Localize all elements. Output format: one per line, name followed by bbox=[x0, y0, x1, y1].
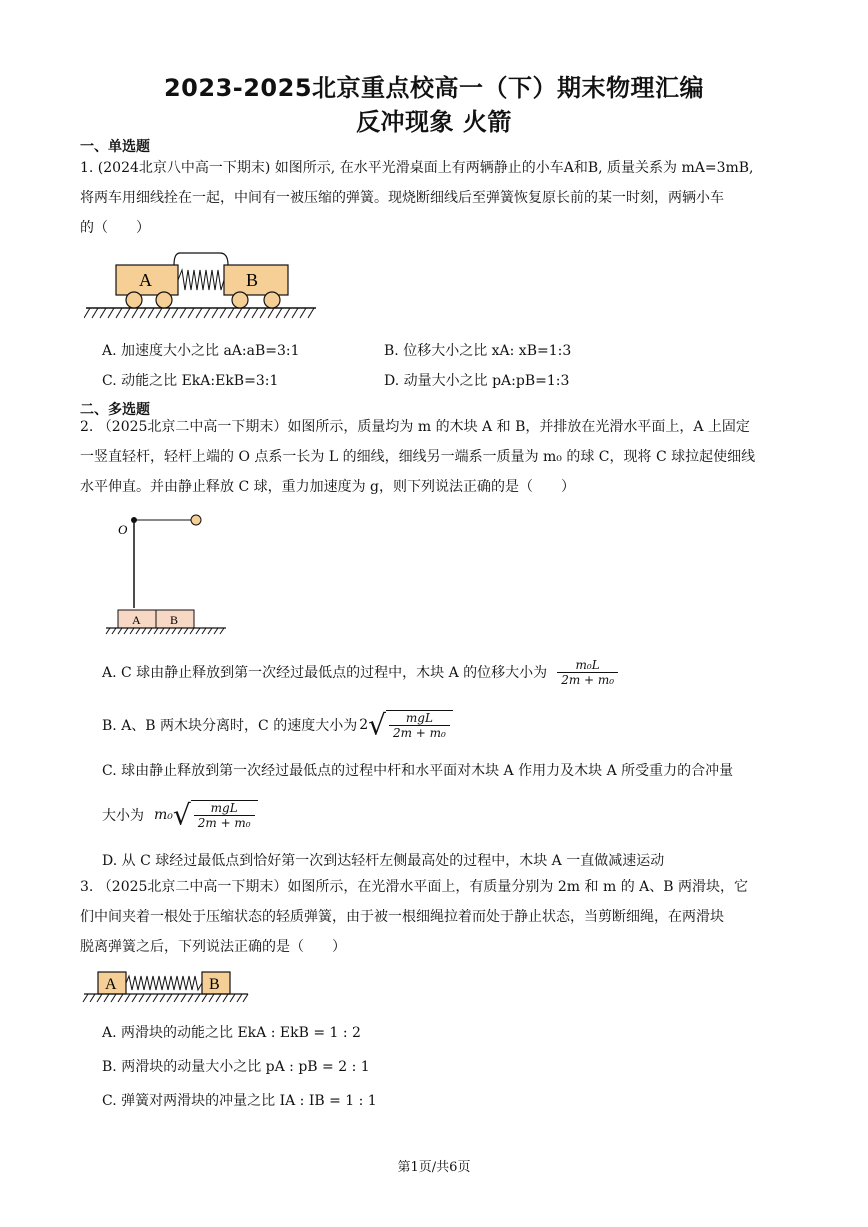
q3-line1: 3. （2025北京二中高一下期末）如图所示，在光滑水平面上，有质量分别为 2m 和 m 的 A、B 两滑块，它 bbox=[80, 879, 748, 895]
q2-option-b bbox=[102, 704, 453, 746]
q2-option-c-line1: C. 球由静止释放到第一次经过最低点的过程中杆和水平面对木块 A 作用力及木块 A 所受重力的合冲量 bbox=[102, 763, 734, 779]
q2-block-a-label: A bbox=[132, 613, 141, 627]
q3-line3: 脱离弹簧之后，下列说法正确的是（ ） bbox=[80, 939, 346, 955]
q3-slider-b-label: B bbox=[209, 976, 220, 993]
q2-label-o: O bbox=[118, 522, 128, 537]
q2-ball-c bbox=[191, 515, 201, 525]
q3-stem bbox=[80, 872, 800, 962]
q2-option-b-coef: 2 bbox=[359, 717, 369, 733]
cart-b-wheel-right bbox=[264, 292, 280, 308]
q2-option-d: D. 从 C 球经过最低点到恰好第一次到达轻杆左侧最高处的过程中，木块 A 一直做减速运动 bbox=[102, 853, 665, 869]
q2-option-b-text: B. A、B 两木块分离时，C 的速度大小为 bbox=[102, 718, 358, 734]
cart-a-wheel-left bbox=[126, 292, 142, 308]
q1-option-c: C. 动能之比 EkA:EkB=3:1 bbox=[102, 373, 279, 389]
page-title: 2023-2025北京重点校高一（下）期末物理汇编 bbox=[163, 74, 705, 102]
q2-option-c-line2 bbox=[102, 792, 258, 838]
cart-a-wheel-right bbox=[156, 292, 172, 308]
q3-spring bbox=[126, 976, 202, 990]
q1-line1: 1. (2024北京八中高一下期末) 如图所示, 在水平光滑桌面上有两辆静止的小车A和B, 质量关系为 mA=3mB, bbox=[80, 160, 754, 176]
q3-option-c: C. 弹簧对两滑块的冲量之比 IA : IB = 1 : 1 bbox=[102, 1093, 377, 1109]
q1-option-d: D. 动量大小之比 pA:pB=1:3 bbox=[384, 373, 570, 389]
q1-line3: 的（ ） bbox=[80, 220, 150, 236]
q2-option-b-denominator: 2m + m₀ bbox=[392, 726, 446, 740]
q2-line3: 水平伸直。并由静止释放 C 球，重力加速度为 g，则下列说法正确的是（ ） bbox=[80, 479, 576, 495]
q3-slider-a-label: A bbox=[105, 976, 117, 993]
q2-option-b-sqrt: √ $\frac{\text{mgL}}{\text{2m + m₀}}$ bbox=[368, 710, 453, 740]
page-footer: 第1页/共6页 bbox=[397, 1160, 471, 1175]
q2-option-c-sqrt: √ $\frac{\text{mgL}}{\text{2m + m₀}}$ bbox=[173, 800, 258, 830]
q3-figure-sliders bbox=[82, 968, 250, 1008]
q2-option-b-numerator: mgL bbox=[389, 711, 450, 726]
q1-option-a: A. 加速度大小之比 aA:aB=3:1 bbox=[102, 343, 300, 359]
q1-line2: 将两车用细线拴在一起，中间有一被压缩的弹簧。现烧断细线后至弹簧恢复原长前的某一时刻，两辆小车 bbox=[80, 190, 724, 206]
q2-option-c-denominator: 2m + m₀ bbox=[197, 816, 251, 830]
q3-option-a: A. 两滑块的动能之比 EkA : EkB = 1 : 2 bbox=[102, 1025, 361, 1041]
q1-option-b: B. 位移大小之比 xA: xB=1:3 bbox=[384, 343, 572, 359]
q2-option-c-text: 大小为 bbox=[102, 808, 144, 824]
q2-line2: 一竖直轻杆，轻杆上端的 O 点系一长为 L 的细线，细线另一端系一质量为 m₀ 的球 C，现将 C 球拉起使细线 bbox=[80, 449, 756, 465]
cart-a-label: A bbox=[139, 270, 152, 290]
section-multi-choice: 二、多选题 bbox=[80, 402, 150, 418]
q2-option-a-text: A. C 球由静止释放到第一次经过最低点的过程中，木块 A 的位移大小为 bbox=[102, 665, 548, 681]
q2-figure-pendulum bbox=[104, 508, 228, 636]
q2-block-b-label: B bbox=[170, 613, 179, 627]
q2-option-a bbox=[102, 652, 618, 692]
q1-thread bbox=[174, 253, 228, 265]
q2-option-c-coef: m₀ bbox=[154, 807, 173, 823]
q3-line2: 们中间夹着一根处于压缩状态的轻质弹簧，由于被一根细绳拉着而处于静止状态，当剪断细绳，在两滑块 bbox=[80, 909, 724, 925]
q2-option-a-denominator: 2m + m₀ bbox=[561, 672, 615, 687]
q2-stem bbox=[80, 412, 800, 502]
q2-line1: 2. （2025北京二中高一下期末）如图所示，质量均为 m 的木块 A 和 B，并排放在光滑水平面上，A 上固定 bbox=[80, 419, 750, 435]
cart-b-label: B bbox=[246, 270, 259, 290]
q2-option-a-fraction bbox=[557, 658, 618, 687]
q2-pivot bbox=[131, 517, 137, 523]
q3-option-b: B. 两滑块的动量大小之比 pA : pB = 2 : 1 bbox=[102, 1059, 370, 1075]
q1-stem bbox=[80, 153, 800, 243]
q2-option-a-numerator: m₀L bbox=[557, 658, 618, 673]
q1-figure-carts bbox=[84, 248, 318, 322]
q2-option-c-numerator: mgL bbox=[194, 801, 255, 816]
section-single-choice: 一、单选题 bbox=[80, 139, 150, 155]
q1-spring bbox=[178, 270, 224, 290]
cart-b-wheel-left bbox=[232, 292, 248, 308]
page-subtitle: 反冲现象 火箭 bbox=[356, 108, 512, 136]
